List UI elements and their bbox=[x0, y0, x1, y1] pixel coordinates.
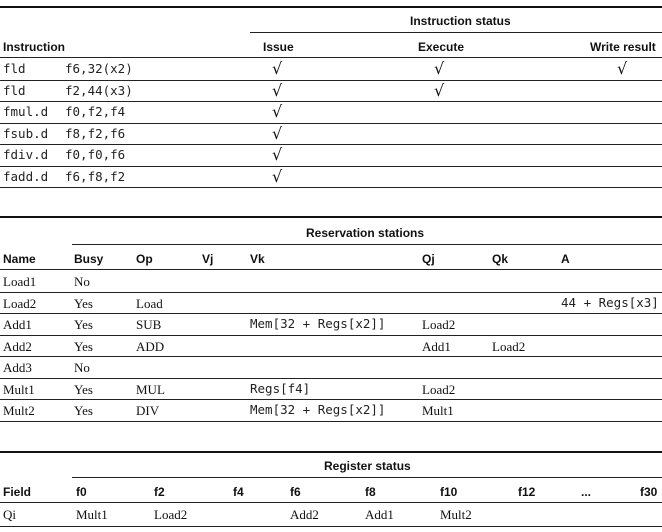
rs-busy-cell: Yes bbox=[74, 403, 93, 418]
rs-vk-cell: Mem[32 + Regs[x2]] bbox=[250, 316, 386, 331]
instruction-args: f0,f2,f4 bbox=[65, 104, 126, 119]
reg-title-underline bbox=[72, 477, 662, 478]
instruction-args: f8,f2,f6 bbox=[65, 125, 126, 141]
register-header: f4 bbox=[233, 485, 244, 499]
instruction-op: fsub.d bbox=[3, 125, 49, 141]
rs-qj-cell: Load2 bbox=[422, 381, 456, 397]
register-header: ... bbox=[581, 485, 592, 499]
instruction-args: f6,32(x2) bbox=[65, 61, 133, 76]
rs-vk-cell: Regs[f4] bbox=[250, 380, 311, 396]
rs-qj-cell: Add1 bbox=[422, 338, 451, 354]
a-header: A bbox=[561, 252, 570, 266]
register-header: f30 bbox=[640, 485, 658, 499]
execute-header: Execute bbox=[418, 40, 465, 54]
instruction-status-title: Instruction status bbox=[410, 14, 511, 28]
rs-op-cell: SUB bbox=[136, 317, 162, 332]
register-qi-value: Load2 bbox=[154, 507, 188, 522]
reg-bottom-rule bbox=[0, 526, 662, 527]
rs-busy-cell: Yes bbox=[74, 381, 93, 397]
rs-row-rule bbox=[0, 292, 662, 293]
reg-header-rule bbox=[0, 502, 662, 503]
rs-qj-cell: Mult1 bbox=[422, 403, 454, 418]
rs-title-underline bbox=[72, 244, 662, 245]
rs-row-rule bbox=[0, 378, 662, 379]
issue-check-icon: √ bbox=[272, 123, 283, 143]
instruction-op: fadd.d bbox=[3, 168, 49, 184]
row-rule bbox=[0, 187, 662, 188]
write-check-icon: √ bbox=[617, 59, 628, 78]
register-qi-value: Mult1 bbox=[76, 507, 108, 522]
row-rule bbox=[0, 123, 662, 124]
rs-row-rule bbox=[0, 421, 662, 422]
instruction-op: fld bbox=[3, 61, 26, 76]
register-header: f8 bbox=[365, 485, 376, 499]
rs-row-rule bbox=[0, 356, 662, 357]
instruction-header: Instruction bbox=[3, 40, 65, 54]
vj-header: Vj bbox=[202, 252, 214, 266]
rs-name-cell: Add2 bbox=[3, 338, 32, 354]
rs-name-cell: Mult1 bbox=[3, 381, 35, 397]
name-header: Name bbox=[3, 252, 36, 266]
execute-check-icon: √ bbox=[434, 59, 445, 78]
register-qi-value: Add1 bbox=[365, 507, 394, 522]
row-rule bbox=[0, 166, 662, 167]
register-header: f10 bbox=[440, 485, 458, 499]
rs-top-rule bbox=[0, 216, 662, 218]
rs-op-cell: Load bbox=[136, 295, 163, 311]
rs-op-cell: DIV bbox=[136, 403, 160, 418]
qi-label: Qi bbox=[3, 507, 16, 522]
rs-name-cell: Add3 bbox=[3, 360, 32, 375]
write-result-header: Write result bbox=[590, 40, 656, 54]
issue-check-icon: √ bbox=[272, 102, 283, 121]
row-rule bbox=[0, 101, 662, 102]
rs-name-cell: Mult2 bbox=[3, 403, 35, 418]
rs-row-rule bbox=[0, 399, 662, 400]
rs-header-rule bbox=[0, 269, 662, 270]
op-header: Op bbox=[136, 252, 153, 266]
rs-name-cell: Load1 bbox=[3, 274, 37, 289]
issue-check-icon: √ bbox=[272, 145, 283, 164]
instruction-op: fdiv.d bbox=[3, 147, 49, 162]
register-qi-value: Add2 bbox=[290, 507, 319, 522]
instruction-op: fld bbox=[3, 82, 26, 98]
register-header: f2 bbox=[154, 485, 165, 499]
instruction-op: fmul.d bbox=[3, 104, 49, 119]
rs-name-cell: Load2 bbox=[3, 295, 37, 311]
instruction-args: f0,f0,f6 bbox=[65, 147, 126, 162]
top-rule bbox=[0, 6, 662, 8]
row-rule bbox=[0, 80, 662, 81]
register-status-title: Register status bbox=[324, 459, 411, 473]
rs-busy-cell: No bbox=[74, 274, 90, 289]
rs-busy-cell: Yes bbox=[74, 338, 93, 354]
rs-busy-cell: Yes bbox=[74, 295, 93, 311]
instruction-args: f6,f8,f2 bbox=[65, 168, 126, 184]
rs-row-rule bbox=[0, 313, 662, 314]
rs-busy-cell: Yes bbox=[74, 317, 93, 332]
row-rule bbox=[0, 144, 662, 145]
rs-row-rule bbox=[0, 335, 662, 336]
issue-check-icon: √ bbox=[272, 80, 283, 100]
instruction-args: f2,44(x3) bbox=[65, 82, 133, 98]
register-header: f6 bbox=[290, 485, 301, 499]
rs-qj-cell: Load2 bbox=[422, 317, 456, 332]
vk-header: Vk bbox=[250, 252, 265, 266]
qk-header: Qk bbox=[492, 252, 509, 266]
rs-vk-cell: Mem[32 + Regs[x2]] bbox=[250, 402, 386, 417]
header-rule bbox=[0, 57, 662, 58]
rs-qk-cell: Load2 bbox=[492, 338, 526, 354]
qj-header: Qj bbox=[422, 252, 435, 266]
title-underline bbox=[250, 32, 662, 33]
execute-check-icon: √ bbox=[434, 80, 445, 100]
reservation-stations-title: Reservation stations bbox=[306, 226, 425, 240]
rs-busy-cell: No bbox=[74, 360, 90, 375]
issue-check-icon: √ bbox=[272, 59, 283, 78]
register-header: f12 bbox=[518, 485, 536, 499]
reg-top-rule bbox=[0, 451, 662, 453]
issue-header: Issue bbox=[263, 40, 294, 54]
rs-a-cell: 44 + Regs[x3] bbox=[561, 294, 659, 310]
issue-check-icon: √ bbox=[272, 166, 283, 186]
busy-header: Busy bbox=[74, 252, 104, 266]
register-header: f0 bbox=[76, 485, 87, 499]
rs-name-cell: Add1 bbox=[3, 317, 32, 332]
register-qi-value: Mult2 bbox=[440, 507, 472, 522]
rs-op-cell: ADD bbox=[136, 338, 165, 354]
rs-op-cell: MUL bbox=[136, 381, 165, 397]
field-header: Field bbox=[3, 485, 32, 499]
